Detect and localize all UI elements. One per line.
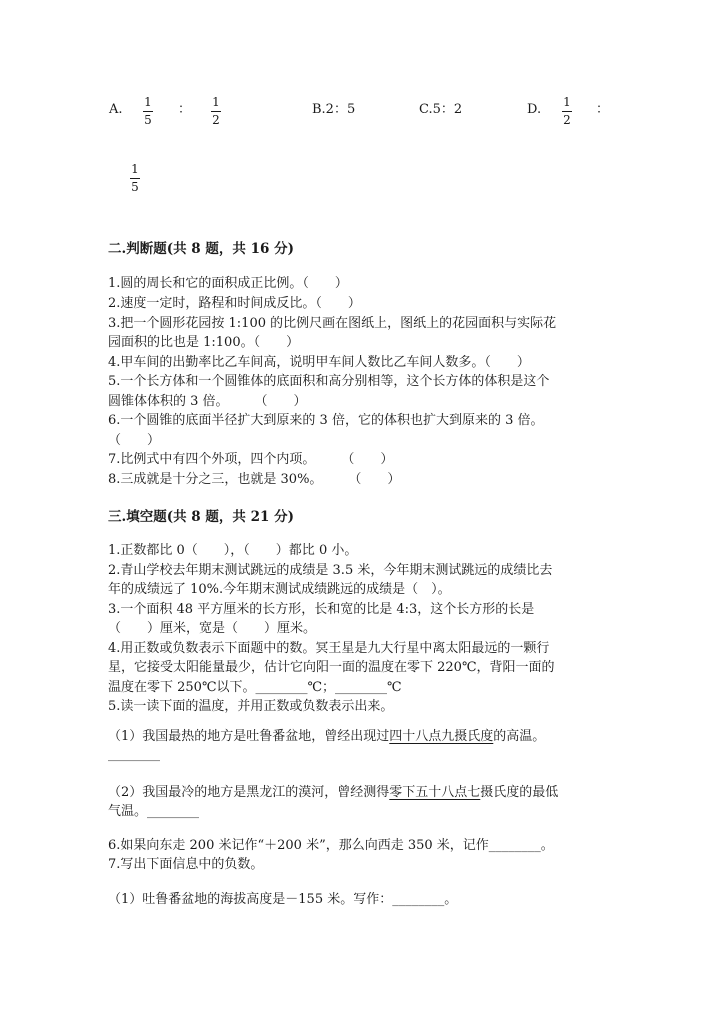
s2-line-9: （ ）	[108, 433, 161, 448]
option-b: B.2：5	[312, 102, 356, 117]
q5-1-pre: （1）我国最热的地方是吐鲁番盆地，曾经出现过	[108, 729, 390, 744]
s2-line-8: 6.一个圆锥的底面半径扩大到原来的 3 倍，它的体积也扩大到原来的 3 倍。	[108, 413, 544, 428]
fraction-numerator: 1	[563, 95, 571, 109]
fraction-denominator: 2	[563, 113, 571, 127]
s3-line-1: 1.正数都比 0（ ），（ ）都比 0 小。	[108, 543, 358, 558]
fraction-bar	[211, 111, 221, 112]
fraction-bar	[143, 111, 153, 112]
s3-line-6: 4.用正数或负数表示下面题中的数。冥王星是九大行星中离太阳最远的一颗行	[108, 641, 550, 656]
q5-1-line	[108, 727, 545, 747]
option-c: C.5：2	[419, 102, 463, 117]
q5-1-post: 的高温。	[493, 729, 546, 744]
s2-line-7: 圆锥体体积的 3 倍。 （ ）	[108, 394, 307, 409]
fraction-bar	[562, 111, 572, 112]
option-d-fraction-1	[562, 95, 572, 127]
fraction-numerator: 1	[212, 95, 220, 109]
q5-2-line-2: 气温。________	[108, 804, 200, 819]
s2-line-2: 2.速度一定时，路程和时间成反比。（ ）	[108, 296, 361, 311]
s3-line-5: （ ）厘米，宽是（ ）厘米。	[108, 621, 317, 636]
q5-2-underlined: 零下五十八点七	[389, 785, 481, 800]
option-d-label: D.	[527, 102, 542, 117]
fraction-bar	[130, 178, 140, 179]
q6-line: 6.如果向东走 200 米记作“＋200 米”，那么向西走 350 米，记作________。	[108, 838, 554, 853]
option-a-fraction-1	[143, 95, 153, 127]
option-d-colon: ：	[596, 102, 610, 117]
option-a-colon: ：	[178, 102, 192, 117]
fraction-denominator: 2	[212, 113, 220, 127]
s3-line-9: 5.读一读下面的温度，并用正数或负数表示出来。	[108, 699, 394, 714]
fraction-numerator: 1	[131, 162, 139, 176]
s2-line-4: 园面积的比也是 1:100。（ ）	[108, 335, 300, 350]
s3-line-8: 温度在零下 250℃以下。________℃；________℃	[108, 680, 402, 695]
s3-line-2: 2.青山学校去年期末测试跳远的成绩是 3.5 米，今年期末测试跳远的成绩比去	[108, 563, 553, 578]
fraction-denominator: 5	[144, 113, 152, 127]
s2-line-10: 7.比例式中有四个外项，四个内项。 （ ）	[108, 452, 394, 467]
s3-line-3: 年的成绩远了 10%.今年期末测试成绩跳远的成绩是（ ）。	[108, 582, 451, 597]
q5-2-pre: （2）我国最冷的地方是黑龙江的漠河，曾经测得	[108, 785, 390, 800]
s2-line-1: 1.圆的周长和它的面积成正比例。（ ）	[108, 276, 348, 291]
s2-line-3: 3.把一个圆形花园按 1:100 的比例尺画在图纸上，图纸上的花园面积与实际花	[108, 316, 557, 331]
q5-1-blank: ________	[108, 747, 160, 762]
fraction-denominator: 5	[131, 180, 139, 194]
fraction-numerator: 1	[144, 95, 152, 109]
s2-line-5: 4.甲车间的出勤率比乙车间高，说明甲车间人数比乙车间人数多。（ ）	[108, 355, 530, 370]
q7-1-line: （1）吐鲁番盆地的海拔高度是－155 米。写作：________。	[108, 892, 458, 907]
option-a-fraction-2	[211, 95, 221, 127]
q5-2-post: 摄氏度的最低	[480, 785, 559, 800]
section-2-title: 二.判断题(共 8 题，共 16 分)	[108, 241, 294, 257]
section-3-title: 三.填空题(共 8 题，共 21 分)	[108, 509, 294, 525]
s3-line-4: 3.一个面积 48 平方厘米的长方形，长和宽的比是 4:3，这个长方形的长是	[108, 602, 535, 617]
s2-line-11: 8.三成就是十分之三，也就是 30%。 （ ）	[108, 472, 401, 487]
q5-1-underlined: 四十八点九摄氏度	[389, 729, 494, 744]
option-a-label: A.	[109, 102, 123, 117]
s2-line-6: 5.一个长方体和一个圆锥体的底面积和高分别相等，这个长方体的体积是这个	[108, 374, 550, 389]
q7-line: 7.写出下面信息中的负数。	[108, 857, 264, 872]
option-d-fraction-2	[130, 162, 140, 194]
s3-line-7: 星，它接受太阳能量最少，估计它向阳一面的温度在零下 220℃，背阳一面的	[108, 660, 555, 675]
q5-2-line	[108, 783, 558, 803]
